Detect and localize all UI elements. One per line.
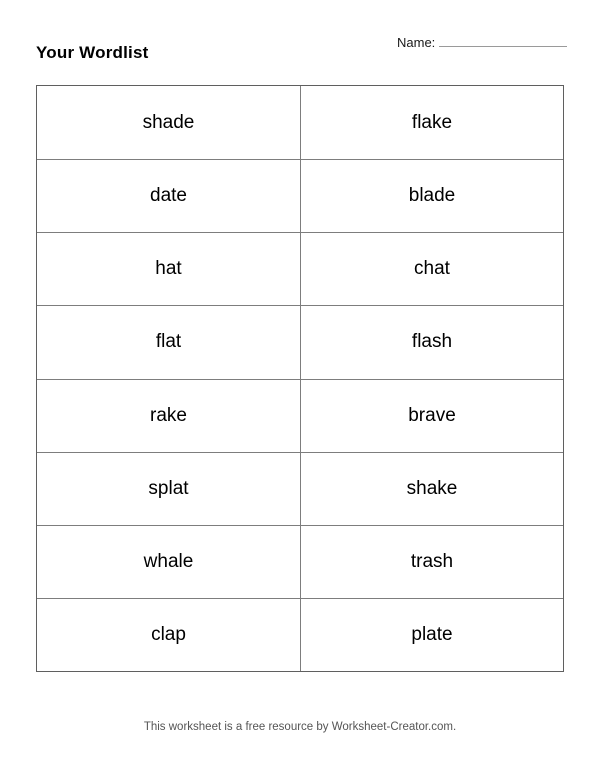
name-label: Name: [397,35,436,50]
name-field [397,34,567,50]
word-cell: shade [142,111,195,133]
word-cell: flat [37,305,300,378]
word-cell: whale [37,525,300,598]
page-title: Your Wordlist [36,43,149,63]
word-cell: plate [300,598,563,671]
word-cell: rake [37,379,300,452]
word-cell: chat [300,232,563,305]
word-cell: splat [37,452,300,525]
word-cell: clap [37,598,300,671]
word-cell: brave [300,379,563,452]
word-cell: hat [37,232,300,305]
word-cell: flash [300,305,563,378]
word-cell: trash [300,525,563,598]
word-cell: flake [300,86,563,159]
footer-credit: This worksheet is a free resource by Worksheet-Creator.com. [143,721,457,733]
wordlist-table [36,85,564,672]
word-cell: shake [300,452,563,525]
name-blank-line [439,34,567,47]
word-cell: date [37,159,300,232]
word-cell: blade [300,159,563,232]
